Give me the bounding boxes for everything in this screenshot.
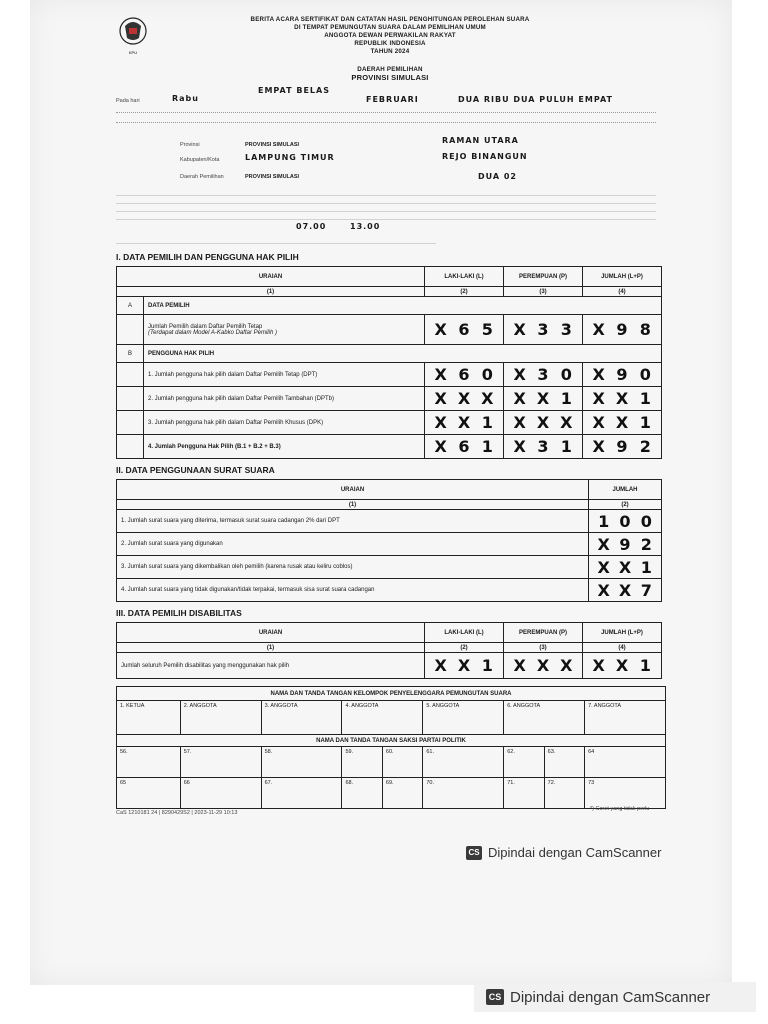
col-num: (3): [504, 287, 583, 297]
watermark-text: Dipindai dengan CamScanner: [510, 988, 711, 1006]
handwritten-digit: X: [560, 413, 573, 432]
handwritten-digit: X: [560, 656, 573, 675]
row-label: 1. Jumlah surat suara yang diterima, termasuk surat suara cadangan 2% dari DPT: [117, 510, 589, 533]
kpps-role: 2. ANGGOTA: [180, 701, 261, 735]
handwritten-digit: 1: [560, 389, 572, 408]
kelurahan-value: REJO BINANGUN: [442, 152, 528, 161]
kpu-logo: [118, 14, 148, 58]
group-code: B: [117, 345, 144, 363]
section-3-title: III. DATA PEMILIH DISABILITAS: [116, 608, 242, 618]
saksi-slot: 71.: [504, 778, 544, 809]
handwritten-digit: 1: [598, 511, 610, 531]
handwritten-digit: 9: [616, 365, 628, 384]
value-cell: [587, 413, 657, 432]
handwritten-digit: 1: [481, 437, 493, 456]
handwritten-digit: 0: [481, 365, 493, 384]
footer-code: CaS 1210181 24 | 8290429S2 | 2023-11-29 10:13: [116, 810, 238, 816]
handwritten-digit: X: [615, 656, 629, 675]
handwritten-digit: 1: [560, 437, 572, 456]
handwritten-digit: 6: [458, 320, 470, 339]
kpps-role: 6. ANGGOTA: [504, 701, 585, 735]
footer-note: *) Coret yang tidak perlu: [590, 806, 650, 812]
saksi-slot: 67.: [261, 778, 342, 809]
header-subline: PROVINSI SIMULASI: [351, 73, 429, 82]
handwritten-digit: X: [592, 413, 605, 432]
section-2-title: II. DATA PENGGUNAAN SURAT SUARA: [116, 465, 275, 475]
dapil-value: PROVINSI SIMULASI: [245, 174, 300, 180]
handwritten-digit: X: [597, 557, 610, 577]
saksi-slot: 66: [180, 778, 261, 809]
time-end: 13.00: [350, 222, 381, 231]
col-header: LAKI-LAKI (L): [425, 267, 504, 287]
handwritten-digit: 0: [640, 511, 652, 531]
handwritten-digit: X: [536, 389, 550, 408]
saksi-slot: 65: [117, 778, 181, 809]
handwritten-digit: 5: [481, 320, 493, 339]
document-header: [180, 16, 600, 82]
handwritten-digit: X: [513, 413, 526, 432]
handwritten-digit: 9: [619, 534, 631, 554]
col-header: JUMLAH: [589, 480, 662, 500]
handwritten-digit: 1: [639, 413, 651, 432]
value-cell: [429, 389, 499, 408]
saksi-slot: 69.: [382, 778, 422, 809]
group-title: PENGGUNA HAK PILIH: [144, 345, 662, 363]
handwritten-digit: X: [457, 413, 471, 432]
saksi-slot: 63.: [544, 747, 584, 778]
col-num: (1): [117, 643, 425, 653]
handwritten-digit: X: [513, 365, 526, 384]
col-header: PEREMPUAN (P): [504, 267, 583, 287]
watermark-text: Dipindai dengan CamScanner: [488, 845, 662, 860]
value-cell: [508, 437, 578, 456]
value-cell: [429, 413, 499, 432]
row-label: 1. Jumlah pengguna hak pilih dalam Daftar Pemilih Tetap (DPT): [144, 363, 425, 387]
handwritten-digit: X: [592, 389, 605, 408]
handwritten-digit: X: [536, 413, 550, 432]
handwritten-digit: X: [513, 389, 526, 408]
handwritten-digit: X: [597, 534, 610, 554]
section-1-title: I. DATA PEMILIH DAN PENGGUNA HAK PILIH: [116, 252, 299, 262]
tps-value: DUA 02: [478, 172, 517, 181]
handwritten-digit: X: [434, 365, 447, 384]
col-header: URAIAN: [117, 623, 425, 643]
handwritten-digit: 1: [640, 557, 652, 577]
group-title: DATA PEMILIH: [144, 297, 662, 315]
handwritten-digit: X: [434, 413, 447, 432]
value-cell: [593, 558, 657, 577]
kpps-role: 5. ANGGOTA: [423, 701, 504, 735]
saksi-slot: 56.: [117, 747, 181, 778]
handwritten-digit: 2: [639, 437, 651, 456]
saksi-slot: 72.: [544, 778, 584, 809]
handwritten-digit: X: [457, 656, 471, 675]
handwritten-digit: 2: [640, 534, 652, 554]
provinsi-label: Provinsi: [180, 142, 200, 148]
handwritten-digit: 1: [481, 656, 493, 675]
saksi-slot: 59.: [342, 747, 382, 778]
saksi-slot: 68.: [342, 778, 382, 809]
col-num: (2): [589, 500, 662, 510]
handwritten-digit: 1: [639, 656, 651, 675]
value-cell: [508, 413, 578, 432]
header-line: DI TEMPAT PEMUNGUTAN SUARA DALAM PEMILIHAN UMUM: [294, 24, 486, 31]
handwritten-digit: 3: [560, 320, 572, 339]
col-num: (4): [583, 643, 662, 653]
row-label: 2. Jumlah surat suara yang digunakan: [117, 533, 589, 556]
handwritten-digit: X: [615, 413, 629, 432]
group-code: A: [117, 297, 144, 315]
kpps-role: 4. ANGGOTA: [342, 701, 423, 735]
value-cell: [429, 437, 499, 456]
month-value: FEBRUARI: [366, 95, 419, 104]
col-num: (2): [425, 287, 504, 297]
day-label: Pada hari: [116, 98, 140, 104]
handwritten-digit: X: [434, 389, 447, 408]
row-label: 4. Jumlah Pengguna Hak Pilih (B.1 + B.2 + B.3): [144, 435, 425, 459]
handwritten-digit: 6: [458, 437, 470, 456]
col-num: (4): [583, 287, 662, 297]
handwritten-digit: X: [434, 656, 447, 675]
day-value: Rabu: [172, 94, 199, 103]
header-line: ANGGOTA DEWAN PERWAKILAN RAKYAT: [324, 32, 456, 39]
value-cell: [587, 656, 657, 675]
value-cell: [593, 535, 657, 554]
saksi-slot: 70.: [423, 778, 504, 809]
handwritten-digit: 3: [537, 320, 549, 339]
kpps-title: NAMA DAN TANDA TANGAN KELOMPOK PENYELENGGARA PEMUNGUTAN SUARA: [117, 687, 666, 701]
handwritten-digit: X: [536, 656, 550, 675]
handwritten-digit: X: [592, 320, 605, 339]
handwritten-digit: X: [618, 557, 632, 577]
value-cell: [587, 365, 657, 384]
handwritten-digit: 1: [639, 389, 651, 408]
handwritten-digit: X: [592, 437, 605, 456]
saksi-slot: 58.: [261, 747, 342, 778]
handwritten-digit: X: [597, 580, 610, 600]
col-header: JUMLAH (L+P): [583, 267, 662, 287]
camscanner-icon: CS: [466, 846, 482, 860]
handwritten-digit: X: [481, 389, 494, 408]
date-value: EMPAT BELAS: [258, 86, 330, 95]
col-num: (1): [117, 287, 425, 297]
saksi-slot: 61.: [423, 747, 504, 778]
value-cell: [587, 389, 657, 408]
value-cell: [508, 365, 578, 384]
signature-table: [116, 686, 666, 809]
handwritten-digit: X: [513, 437, 526, 456]
paragraph-text: [116, 236, 436, 244]
handwritten-digit: 9: [616, 437, 628, 456]
row-label: Jumlah seluruh Pemilih disabilitas yang menggunakan hak pilih: [117, 653, 425, 679]
section-3-table: [116, 622, 662, 679]
header-line: TAHUN 2024: [370, 48, 410, 55]
handwritten-digit: X: [513, 320, 526, 339]
svg-text:KPU: KPU: [128, 50, 138, 55]
time-start: 07.00: [296, 222, 327, 231]
section-2-table: [116, 479, 662, 602]
handwritten-digit: X: [592, 365, 605, 384]
saksi-slot: 62.: [504, 747, 544, 778]
header-line: BERITA ACARA SERTIFIKAT DAN CATATAN HASIL PENGHITUNGAN PEROLEHAN SUARA: [250, 16, 530, 23]
row-label: 3. Jumlah pengguna hak pilih dalam Daftar Pemilih Khusus (DPK): [144, 411, 425, 435]
camscanner-watermark: [466, 845, 661, 860]
handwritten-digit: 0: [639, 365, 651, 384]
header-subline: DAERAH PEMILIHAN: [357, 66, 423, 73]
year-value: DUA RIBU DUA PULUH EMPAT: [458, 95, 613, 104]
handwritten-digit: X: [618, 580, 632, 600]
col-header: PEREMPUAN (P): [504, 623, 583, 643]
row-label: 3. Jumlah surat suara yang dikembalikan oleh pemilih (karena rusak atau keliru coblos): [117, 556, 589, 579]
camscanner-icon: CS: [486, 989, 504, 1005]
col-num: (2): [425, 643, 504, 653]
dapil-label: Daerah Pemilihan: [180, 174, 224, 180]
col-header: URAIAN: [117, 267, 425, 287]
saksi-title: NAMA DAN TANDA TANGAN SAKSI PARTAI POLITIK: [117, 735, 666, 747]
section-1-table: [116, 266, 662, 459]
paragraph-text: [116, 188, 656, 224]
value-cell: [587, 320, 657, 339]
value-cell: [508, 389, 578, 408]
value-cell: [593, 512, 657, 531]
saksi-slot: 60.: [382, 747, 422, 778]
row-label: 4. Jumlah surat suara yang tidak digunakan/tidak terpakai, termasuk sisa surat suara cadangan: [117, 579, 589, 602]
kabupaten-label: Kabupaten/Kota: [180, 157, 220, 163]
value-cell: [429, 320, 499, 339]
value-cell: [587, 437, 657, 456]
kabupaten-value: LAMPUNG TIMUR: [245, 153, 335, 162]
handwritten-digit: X: [457, 389, 471, 408]
value-cell: [508, 320, 578, 339]
col-header: LAKI-LAKI (L): [425, 623, 504, 643]
col-num: (3): [504, 643, 583, 653]
handwritten-digit: 3: [537, 365, 549, 384]
handwritten-digit: X: [434, 437, 447, 456]
col-header: JUMLAH (L+P): [583, 623, 662, 643]
handwritten-digit: X: [513, 656, 526, 675]
handwritten-digit: 0: [560, 365, 572, 384]
camscanner-badge: [474, 982, 756, 1012]
handwritten-digit: 6: [458, 365, 470, 384]
value-cell: [508, 656, 578, 675]
col-header: URAIAN: [117, 480, 589, 500]
saksi-slot: 57.: [180, 747, 261, 778]
handwritten-digit: 0: [619, 511, 631, 531]
intro-text-line: [116, 112, 656, 115]
handwritten-digit: 7: [640, 580, 652, 600]
provinsi-value: PROVINSI SIMULASI: [245, 142, 300, 148]
handwritten-digit: 9: [616, 320, 628, 339]
handwritten-digit: 8: [639, 320, 651, 339]
col-num: (1): [117, 500, 589, 510]
saksi-slot: 73: [585, 778, 666, 809]
handwritten-digit: 1: [481, 413, 493, 432]
handwritten-digit: 3: [537, 437, 549, 456]
intro-text-line: [116, 122, 656, 125]
handwritten-digit: X: [592, 656, 605, 675]
value-cell: [593, 581, 657, 600]
saksi-slot: 64: [585, 747, 666, 778]
row-label: Jumlah Pemilih dalam Daftar Pemilih Tetap (Terdapat dalam Model A-Kabko Daftar Pemilih ): [144, 315, 425, 345]
handwritten-digit: X: [434, 320, 447, 339]
value-cell: [429, 656, 499, 675]
kecamatan-value: RAMAN UTARA: [442, 136, 519, 145]
handwritten-digit: X: [615, 389, 629, 408]
kpps-role: 1. KETUA: [117, 701, 181, 735]
header-line: REPUBLIK INDONESIA: [354, 40, 426, 47]
kpps-role: 7. ANGGOTA: [585, 701, 666, 735]
kpps-role: 3. ANGGOTA: [261, 701, 342, 735]
row-label: 2. Jumlah pengguna hak pilih dalam Daftar Pemilih Tambahan (DPTb): [144, 387, 425, 411]
value-cell: [429, 365, 499, 384]
